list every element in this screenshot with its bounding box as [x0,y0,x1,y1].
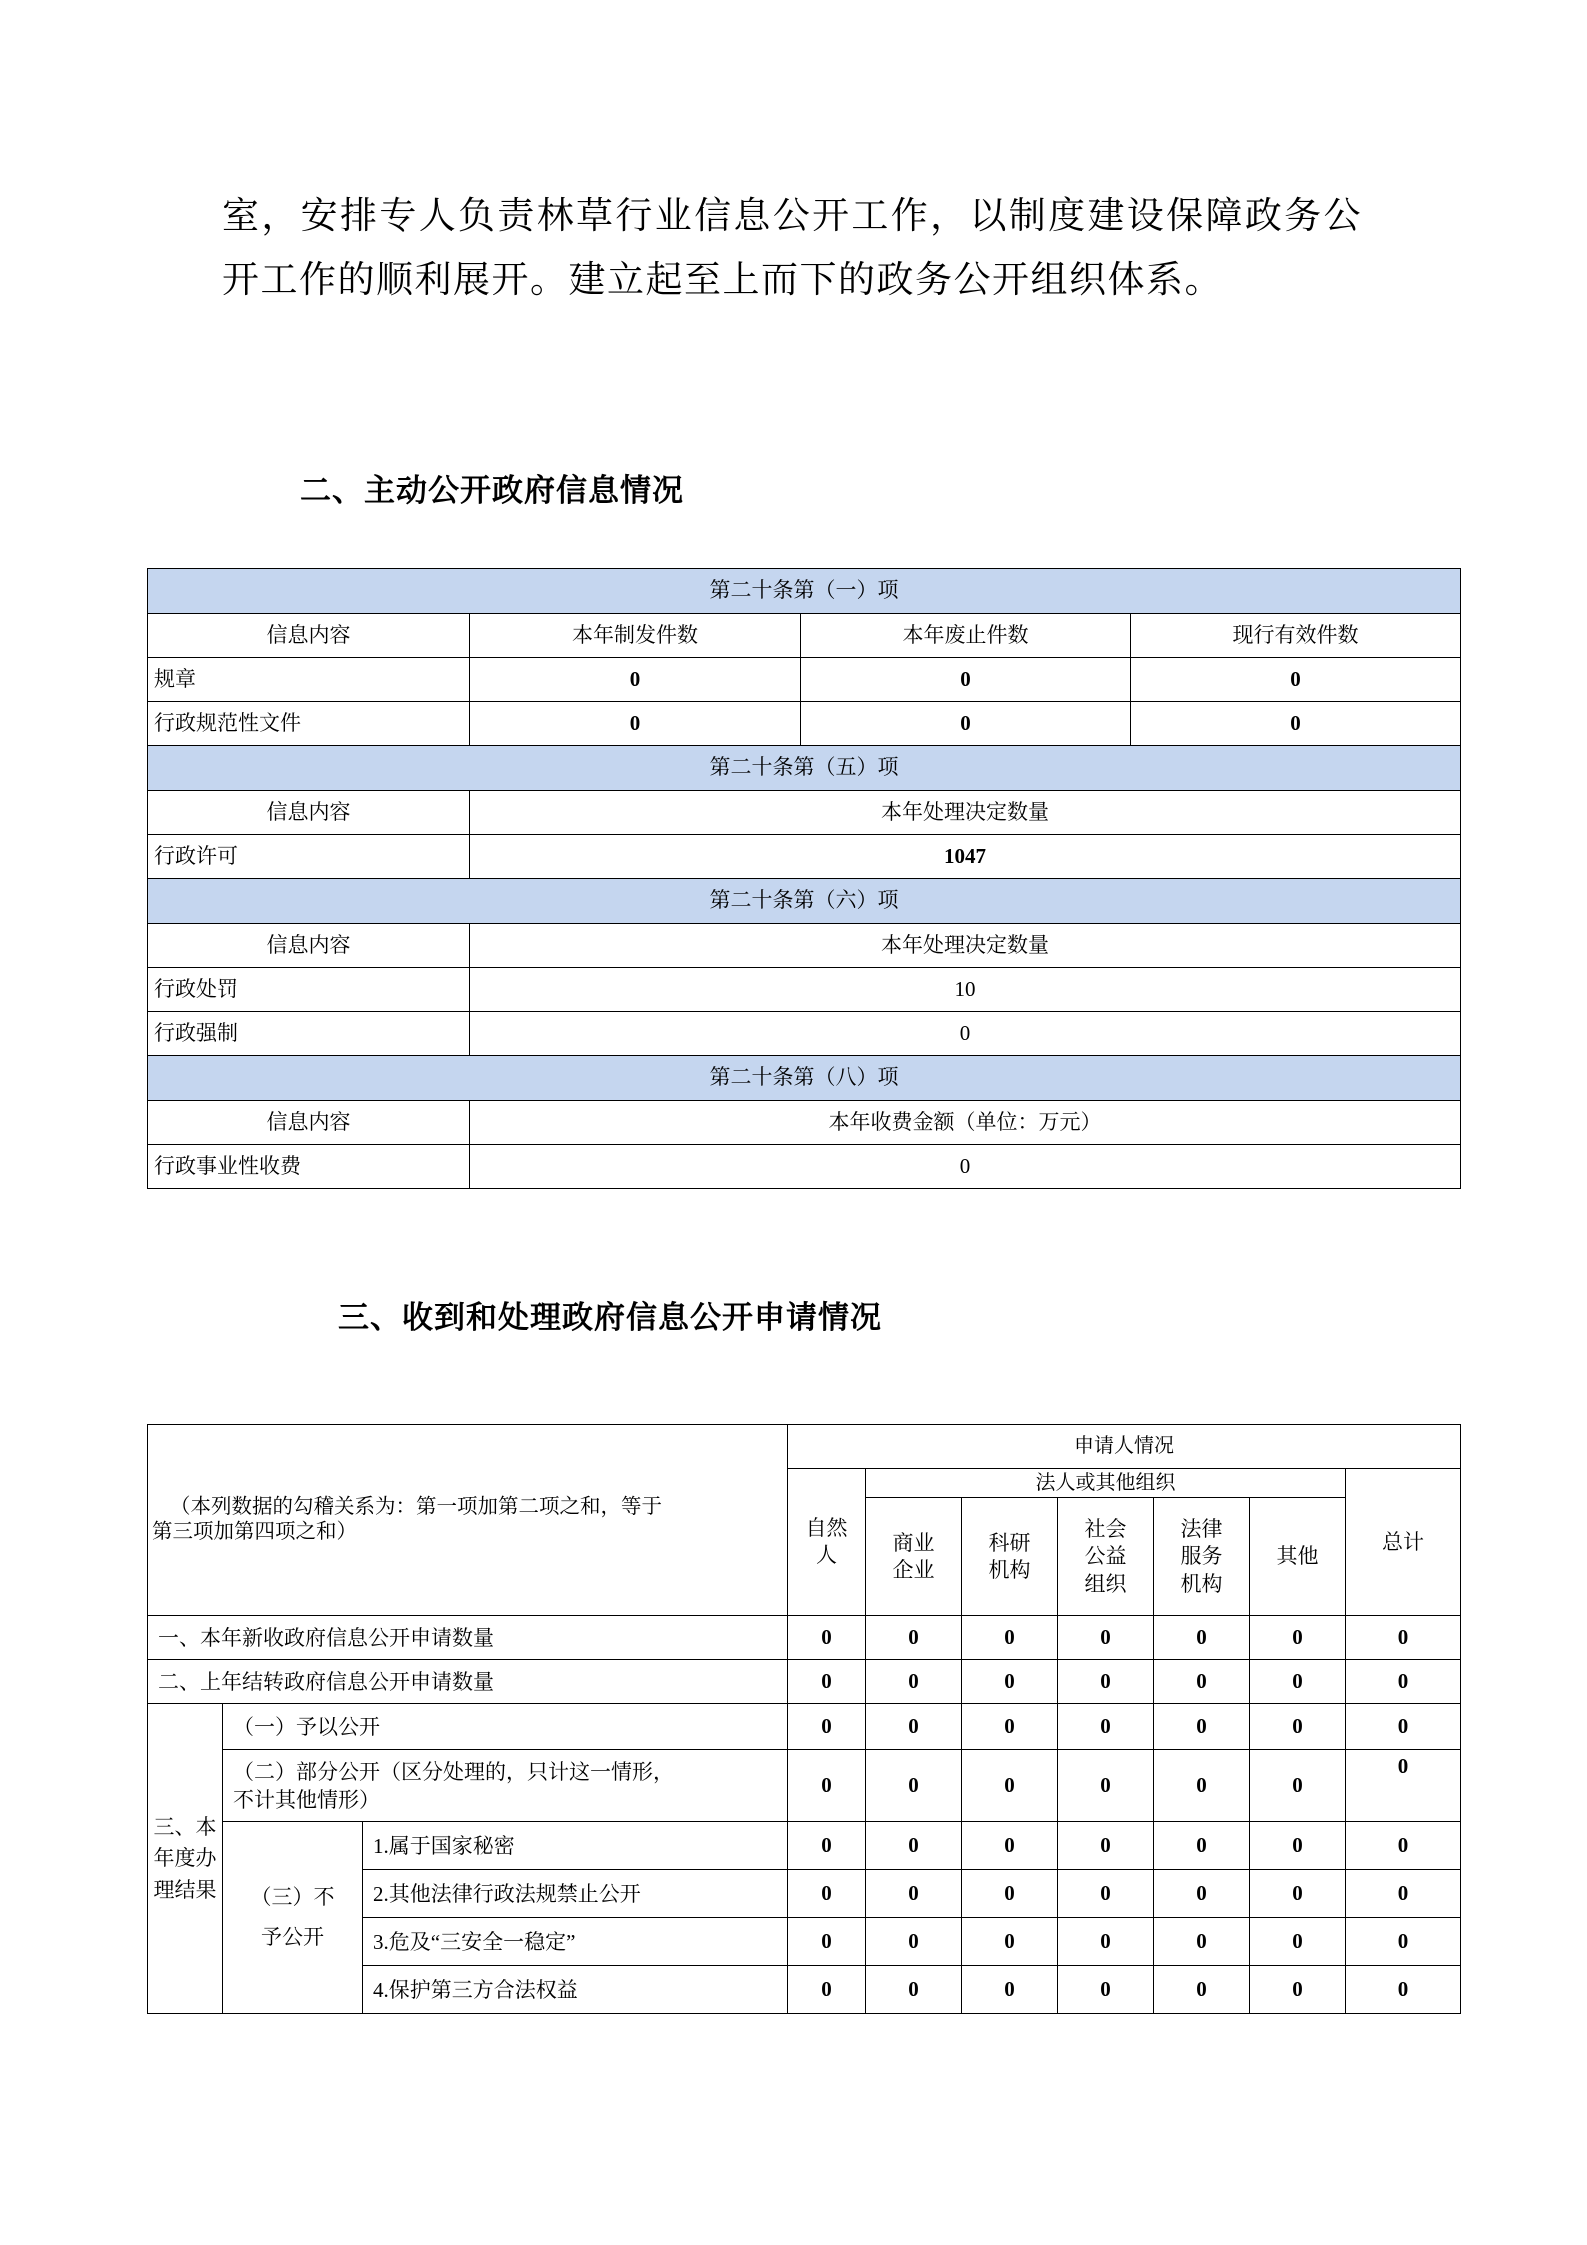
col-header-info-content: 信息内容 [148,614,470,658]
business-line-2: 企业 [892,1557,935,1582]
cell-value: 0 [962,1704,1058,1750]
table-row [148,1056,1461,1101]
cell-value: 0 [1131,702,1461,746]
table-row [148,879,1461,924]
table-row [148,569,1461,614]
cell-value: 0 [788,1704,866,1750]
cell-value: 0 [1346,1822,1461,1870]
cell-value: 0 [1346,1660,1461,1704]
band-article20-6: 第二十条第（六）项 [148,879,1461,924]
cell-value: 0 [788,1616,866,1660]
cell-value: 0 [1058,1918,1154,1966]
cell-value: 0 [1154,1616,1250,1660]
cell-value: 0 [1058,1822,1154,1870]
partial-line-2: 不计其他情形） [233,1787,380,1812]
cell-value: 10 [470,968,1461,1012]
cell-value: 0 [470,1145,1461,1189]
cell-value: 0 [962,1750,1058,1822]
table-row [148,835,1461,879]
cell-value: 0 [866,1822,962,1870]
cell-value: 0 [1346,1616,1461,1660]
col-header-decisions: 本年处理决定数量 [470,924,1461,968]
cell-value: 0 [866,1918,962,1966]
col-header-issued: 本年制发件数 [470,614,801,658]
group-header-applicant: 申请人情况 [788,1425,1461,1469]
cell-value: 0 [1154,1822,1250,1870]
cell-value: 0 [962,1918,1058,1966]
natural-person-line-1: 自然 [805,1515,848,1540]
cell-value: 0 [1250,1616,1346,1660]
table-row [148,1616,1461,1660]
table-row [148,1012,1461,1056]
cell-value: 0 [1154,1918,1250,1966]
row-label-other-law-prohibits: 2.其他法律行政法规禁止公开 [363,1870,788,1918]
row-label-state-secret: 1.属于国家秘密 [363,1822,788,1870]
row-label-endangers-security: 3.危及“三安全一稳定” [363,1918,788,1966]
col-header-info-content: 信息内容 [148,791,470,835]
col-header-other: 其他 [1250,1498,1346,1616]
cell-value: 0 [866,1616,962,1660]
cell-value: 0 [1058,1660,1154,1704]
table-row [148,968,1461,1012]
cell-value: 0 [1058,1966,1154,2014]
table-row [148,924,1461,968]
cell-value: 0 [1058,1750,1154,1822]
cell-value: 0 [788,1966,866,2014]
natural-person-line-2: 人 [816,1543,837,1568]
cell-value: 0 [1250,1966,1346,2014]
table-row [148,614,1461,658]
table-row [148,746,1461,791]
table-row [148,1822,1461,1870]
cell-value: 0 [1250,1704,1346,1750]
cell-value: 0 [788,1870,866,1918]
reconciliation-note [148,1425,788,1616]
section-heading-three: 三、收到和处理政府信息公开申请情况 [338,1300,882,1336]
cell-value: 0 [788,1750,866,1822]
cell-value: 0 [1154,1750,1250,1822]
cell-value: 0 [470,658,801,702]
cell-value: 0 [866,1704,962,1750]
cell-value: 0 [1154,1660,1250,1704]
annual-results-line-2: 年度办 [153,1846,217,1871]
cell-value: 0 [1250,1918,1346,1966]
row-label-new-requests: 一、本年新收政府信息公开申请数量 [148,1616,788,1660]
cell-value: 0 [1131,658,1461,702]
group-label-annual-results [148,1704,223,2014]
table-row [148,1660,1461,1704]
col-header-social-welfare-org [1058,1498,1154,1616]
cell-value: 0 [470,1012,1461,1056]
row-label-admin-coercion: 行政强制 [148,1012,470,1056]
row-label-regulations: 规章 [148,658,470,702]
row-label-protect-third-party: 4.保护第三方合法权益 [363,1966,788,2014]
col-header-research-institution [962,1498,1058,1616]
col-header-info-content: 信息内容 [148,924,470,968]
table-row [148,702,1461,746]
cell-value: 0 [801,702,1131,746]
cell-value: 0 [1346,1966,1461,2014]
cell-value: 0 [1346,1870,1461,1918]
row-label-admin-fee: 行政事业性收费 [148,1145,470,1189]
row-label-admin-penalty: 行政处罚 [148,968,470,1012]
nondisclose-line-2: 予公开 [261,1924,324,1949]
cell-value: 0 [1346,1750,1461,1822]
proactive-disclosure-table [147,568,1461,1189]
cell-value: 0 [1250,1750,1346,1822]
cell-value: 0 [866,1750,962,1822]
cell-value: 0 [962,1966,1058,2014]
cell-value: 1047 [470,835,1461,879]
band-article20-5: 第二十条第（五）项 [148,746,1461,791]
cell-value: 0 [788,1918,866,1966]
table-row [148,791,1461,835]
table-row [148,1704,1461,1750]
legalsvc-line-1: 法律 [1180,1516,1223,1541]
section-heading-two: 二、主动公开政府信息情况 [300,473,684,509]
public-line-3: 组织 [1084,1571,1127,1596]
cell-value: 0 [1250,1822,1346,1870]
row-label-carryover-requests: 二、上年结转政府信息公开申请数量 [148,1660,788,1704]
nondisclose-line-1: （三）不 [250,1885,335,1909]
cell-value: 0 [788,1822,866,1870]
group-header-legal-entity: 法人或其他组织 [866,1469,1346,1498]
cell-value: 0 [962,1616,1058,1660]
row-label-admin-license: 行政许可 [148,835,470,879]
row-label-normative-docs: 行政规范性文件 [148,702,470,746]
table-row [148,1750,1461,1822]
group-label-not-disclosed [223,1822,363,2014]
col-header-decisions: 本年处理决定数量 [470,791,1461,835]
col-header-info-content: 信息内容 [148,1101,470,1145]
cell-value: 0 [788,1660,866,1704]
table-row [148,1145,1461,1189]
cell-value: 0 [866,1660,962,1704]
business-line-1: 商业 [892,1530,935,1555]
note-line-2: 第三项加第四项之和） [152,1521,357,1544]
col-header-legal-service-org [1154,1498,1250,1616]
research-line-1: 科研 [988,1530,1031,1555]
annual-results-line-1: 三、本 [153,1814,217,1839]
cell-value: 0 [1154,1966,1250,2014]
legalsvc-line-3: 机构 [1180,1571,1223,1596]
public-line-2: 公益 [1084,1544,1127,1569]
body-paragraph: 室，安排专人负责林草行业信息公开工作，以制度建设保障政务公开工作的顺利展开。建立起至上而下的政务公开组织体系。 [222,196,1362,301]
legalsvc-line-2: 服务 [1180,1544,1223,1569]
cell-value: 0 [1250,1660,1346,1704]
cell-value: 0 [866,1966,962,2014]
cell-value: 0 [962,1660,1058,1704]
cell-value: 0 [1346,1918,1461,1966]
col-header-abolished: 本年废止件数 [801,614,1131,658]
row-label-partially-disclosed [223,1750,788,1822]
col-header-fee-amount: 本年收费金额（单位：万元） [470,1101,1461,1145]
requests-handling-table [147,1424,1461,2014]
annual-results-line-3: 理结果 [153,1877,217,1902]
cell-value: 0 [1154,1704,1250,1750]
note-line-1: （本列数据的勾稽关系为：第一项加第二项之和，等于 [170,1496,662,1519]
row-label-disclosed: （一）予以公开 [223,1704,788,1750]
cell-value: 0 [801,658,1131,702]
cell-value: 0 [1346,1704,1461,1750]
cell-value: 0 [1058,1870,1154,1918]
table-header-row [148,1425,1461,1469]
research-line-2: 机构 [988,1557,1031,1582]
table-row [148,1101,1461,1145]
cell-value: 0 [1058,1704,1154,1750]
col-header-natural-person [788,1469,866,1616]
band-article20-1: 第二十条第（一）项 [148,569,1461,614]
band-article20-8: 第二十条第（八）项 [148,1056,1461,1101]
cell-value: 0 [1154,1870,1250,1918]
cell-value: 0 [866,1870,962,1918]
cell-value: 0 [962,1822,1058,1870]
col-header-total: 总计 [1346,1469,1461,1616]
col-header-effective: 现行有效件数 [1131,614,1461,658]
partial-line-1: （二）部分公开（区分处理的，只计这一情形， [233,1759,674,1784]
cell-value: 0 [1250,1870,1346,1918]
cell-value: 0 [470,702,801,746]
cell-value: 0 [962,1870,1058,1918]
cell-value: 0 [1058,1616,1154,1660]
table-row [148,658,1461,702]
col-header-business-enterprise [866,1498,962,1616]
public-line-1: 社会 [1084,1516,1127,1541]
